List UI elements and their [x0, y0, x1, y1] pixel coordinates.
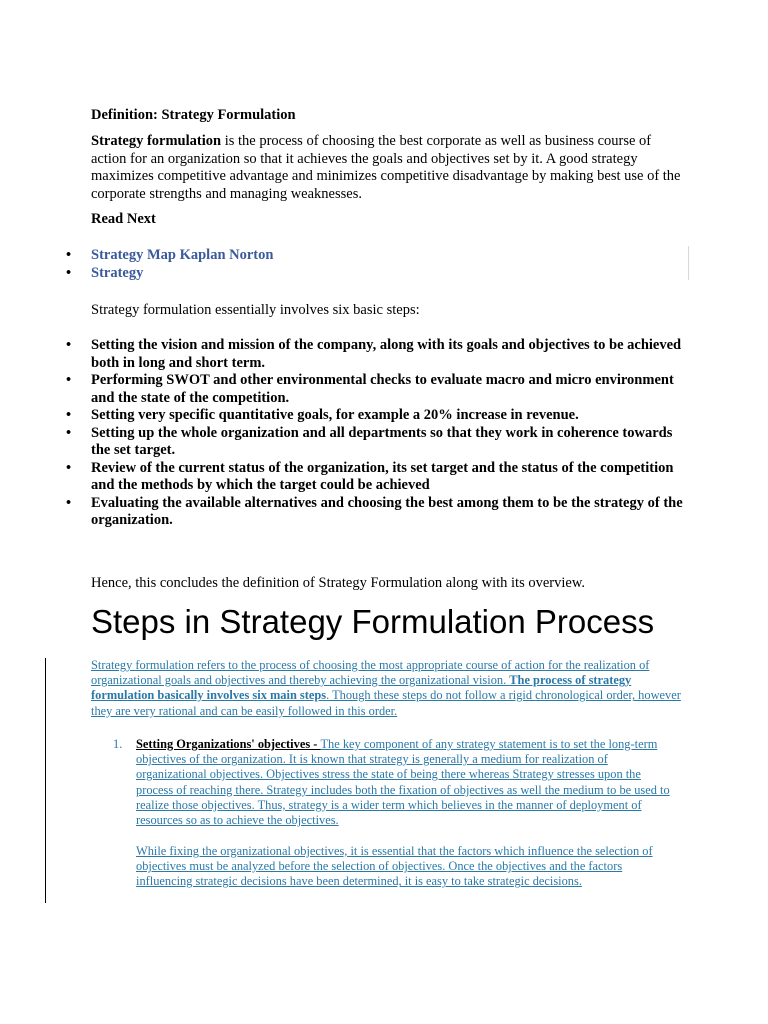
intro-text-bold: The process of strategy formulation basically involves six main steps	[91, 673, 632, 703]
item-text: The key component of any strategy statement is to set the long-term objectives of the organization. It is known that strategy is generally a medium for realization of organizational objectives. Objectives stress the state of being there whereas Strategy stresses upon the process of reaching there. Strategy includes both the fixation of objectives as well the medium to be used to realize those objectives. Thus, strategy is a wider term which believes in the manner of deployment of resources so as to achieve the objectives.	[136, 737, 670, 828]
definition-paragraph	[91, 133, 681, 203]
divider	[688, 246, 689, 280]
definition-text: is the process of choosing the best corporate as well as business course of action for an organization so that it achieves the goals and objectives set by it. A good strategy maximizes competitive advantage and minimizes competitive disadvantage by making best use of the corporate strengths and managing weaknesses.	[91, 133, 681, 202]
intro-text-end: . Though these steps do not follow a rigid chronological order, however they are very rational and can be easily followed in this order.	[91, 688, 681, 718]
read-next-link-strategy-map[interactable]	[63, 246, 273, 264]
bullet-icon: •	[66, 459, 72, 476]
step-text: Performing SWOT and other environmental checks to evaluate macro and micro environment and the state of the competition.	[91, 372, 674, 406]
six-steps-intro: Strategy formulation essentially involves six basic steps:	[91, 302, 420, 318]
link-text[interactable]: Strategy	[91, 265, 144, 281]
item-number: 1.	[113, 737, 123, 751]
section-title: Steps in Strategy Formulation Process	[91, 603, 655, 640]
bullet-icon: •	[66, 247, 72, 263]
read-next-link-strategy[interactable]	[63, 264, 273, 282]
section-intro-paragraph	[91, 658, 681, 719]
six-steps-list	[63, 337, 683, 530]
step-item	[63, 337, 683, 372]
margin-line	[45, 658, 46, 903]
step-item	[63, 460, 683, 495]
item-para2-text: While fixing the organizational objectives, it is essential that the factors which influence the selection of objectives must be analyzed before the selection of objectives. Once the objectives and the factors influencing strategic decisions have been determined, it is easy to take strategic decisions.	[136, 844, 653, 889]
bullet-icon: •	[66, 372, 72, 388]
step-text: Setting the vision and mission of the company, along with its goals and objectives to be achieved both in long and short term.	[91, 337, 682, 371]
numbered-item-1	[113, 737, 679, 828]
step-text: Review of the current status of the organization, its set target and the status of the competition and the methods by which the target could be achieved	[91, 459, 674, 493]
step-item	[63, 372, 683, 407]
item-body	[136, 737, 679, 828]
step-text: Evaluating the available alternatives and choosing the best among them to be the strategy of the organization.	[91, 494, 683, 528]
definition-term: Strategy formulation	[91, 133, 222, 149]
step-text: Setting up the whole organization and all departments so that they work in coherence towards the set target.	[91, 424, 673, 458]
bullet-icon: •	[66, 424, 72, 441]
bullet-icon: •	[66, 407, 72, 423]
step-item	[63, 425, 683, 460]
read-next-label: Read Next	[91, 211, 156, 227]
bullet-icon: •	[66, 265, 72, 281]
bullet-icon: •	[66, 337, 72, 353]
link-text[interactable]: Strategy Map Kaplan Norton	[91, 247, 274, 263]
step-item	[63, 495, 683, 530]
intro-text-start: Strategy formulation refers to the process of choosing the most appropriate course of action for the realization of organizational goals and objectives and thereby achieving the organizational vision.	[91, 658, 650, 688]
step-item	[63, 407, 683, 425]
definition-heading: Definition: Strategy Formulation	[91, 107, 296, 123]
conclusion-paragraph: Hence, this concludes the definition of Strategy Formulation along with its overview.	[91, 575, 585, 591]
read-next-list	[63, 246, 273, 282]
item-term: Setting Organizations' objectives -	[136, 737, 321, 751]
numbered-item-1-paragraph-2	[136, 844, 676, 890]
bullet-icon: •	[66, 494, 72, 511]
step-text: Setting very specific quantitative goals, for example a 20% increase in revenue.	[91, 407, 579, 423]
